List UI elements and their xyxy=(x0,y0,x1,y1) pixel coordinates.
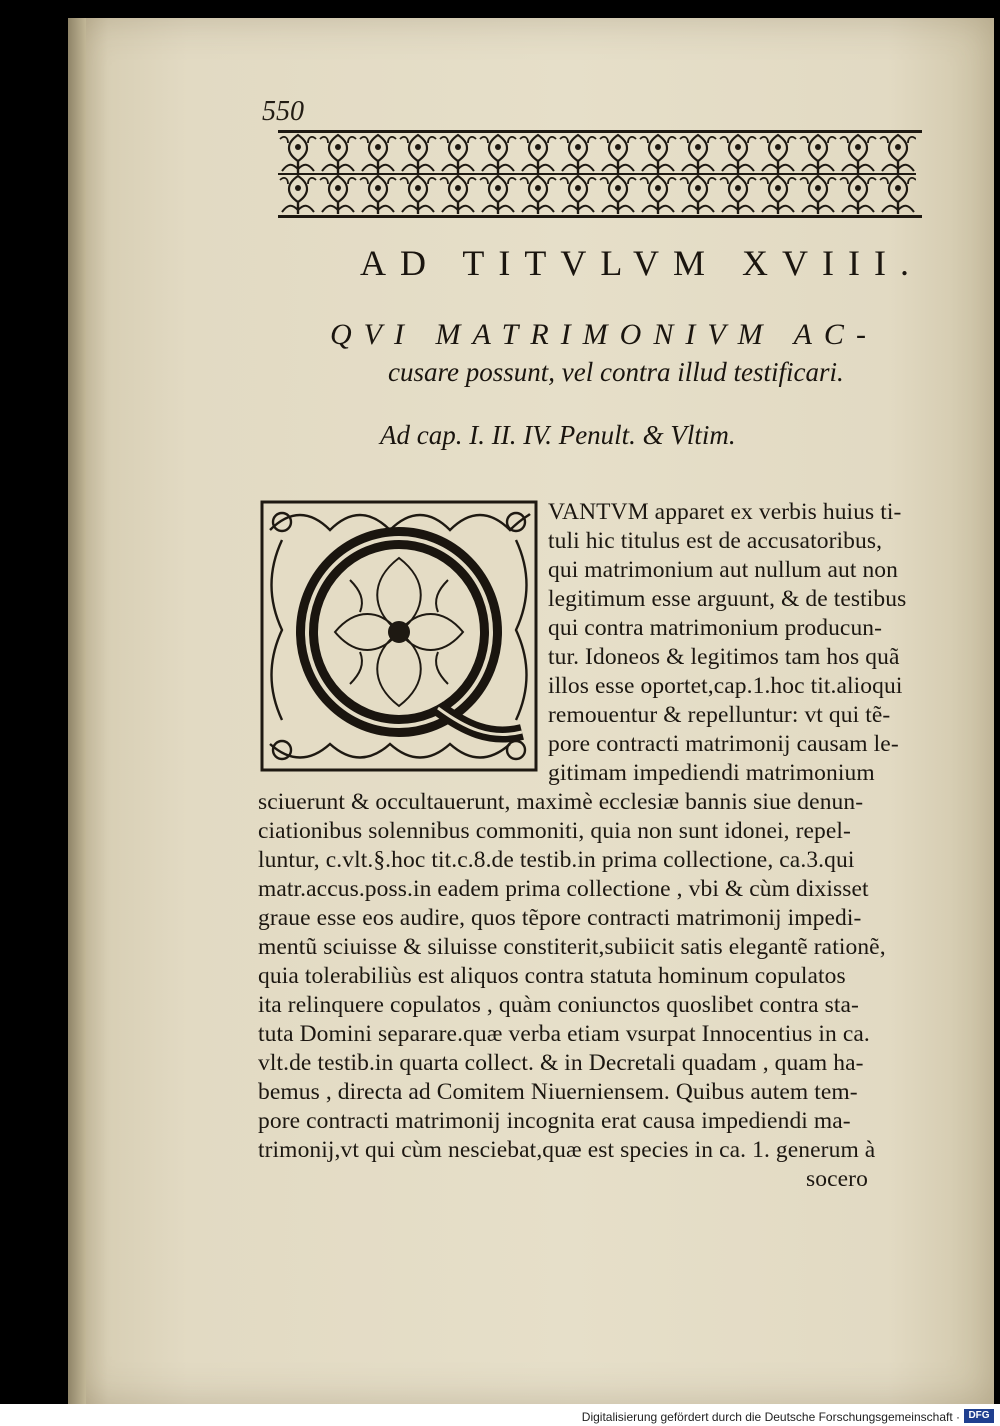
body-text-line: illos esse oportet,cap.1.hoc tit.alioqui xyxy=(548,673,903,699)
body-text-line: ita relinquere copulatos , quàm coniunctos quoslibet contra sta- xyxy=(258,992,859,1018)
body-text-line: tuta Domini separare.quæ verba etiam vsurpat Innocentius in ca. xyxy=(258,1021,870,1047)
body-text-line: pore contracti matrimonij causam le- xyxy=(548,731,899,757)
body-text-line: tur. Idoneos & legitimos tam hos quã xyxy=(548,644,900,670)
body-text-line: quia tolerabiliùs est aliquos contra statuta hominum copulatos xyxy=(258,963,846,989)
section-title: AD TITVLVM XVIII. xyxy=(360,243,923,283)
body-text-line: ciationibus solennibus commoniti, quia non sunt idonei, repel- xyxy=(258,818,851,844)
body-text-line: VANTVM apparet ex verbis huius ti- xyxy=(548,499,902,525)
page-gutter-edge xyxy=(68,18,86,1404)
body-text-line: luntur, c.vlt.§.hoc tit.c.8.de testib.in prima collectione, ca.3.qui xyxy=(258,847,855,873)
page-number: 550 xyxy=(262,96,304,127)
body-text-line: gitimam impediendi matrimonium xyxy=(548,760,875,786)
section-subtitle-line-2: cusare possunt, vel contra illud testificari. xyxy=(388,357,844,387)
section-subtitle-line-1: QVI MATRIMONIVM AC- xyxy=(330,318,878,351)
ornament-headpiece xyxy=(278,130,922,218)
catchword: socero xyxy=(806,1166,868,1192)
footer-credit: Digitalisierung gefördert durch die Deutsche Forschungsgemeinschaft · xyxy=(581,1410,960,1424)
body-text-line: qui matrimonium aut nullum aut non xyxy=(548,557,898,583)
body-text-line: legitimum esse arguunt, & de testibus xyxy=(548,586,907,612)
ornament-pattern xyxy=(278,133,916,215)
body-text-line: bemus , directa ad Comitem Niuerniensem. Quibus autem tem- xyxy=(258,1079,858,1105)
body-text-line: vlt.de testib.in quarta collect. & in Decretali quadam , quam ha- xyxy=(258,1050,864,1076)
body-text-line: qui contra matrimonium producun- xyxy=(548,615,883,641)
body-text-line: pore contracti matrimonij incognita erat causa impediendi ma- xyxy=(258,1108,851,1134)
body-text-line: matr.accus.poss.in eadem prima collectione , vbi & cùm dixisset xyxy=(258,876,869,902)
body-text-line: sciuerunt & occultauerunt, maximè ecclesiæ bannis siue denun- xyxy=(258,789,864,815)
decorated-initial-q xyxy=(260,500,538,772)
body-text-line: remouentur & repelluntur: vt qui tẽ- xyxy=(548,702,891,728)
dfg-logo: DFG xyxy=(964,1409,994,1423)
body-text-line: trimonij,vt qui cùm nesciebat,quæ est species in ca. 1. generum à xyxy=(258,1137,876,1163)
chapter-reference: Ad cap. I. II. IV. Penult. & Vltim. xyxy=(380,420,736,450)
body-text-line: mentũ sciuisse & siluisse constiterit,subiicit satis elegantẽ rationẽ, xyxy=(258,934,886,960)
body-text-line: tuli hic titulus est de accusatoribus, xyxy=(548,528,883,554)
body-text-line: graue esse eos audire, quos tẽpore contracti matrimonij impedi- xyxy=(258,905,862,931)
